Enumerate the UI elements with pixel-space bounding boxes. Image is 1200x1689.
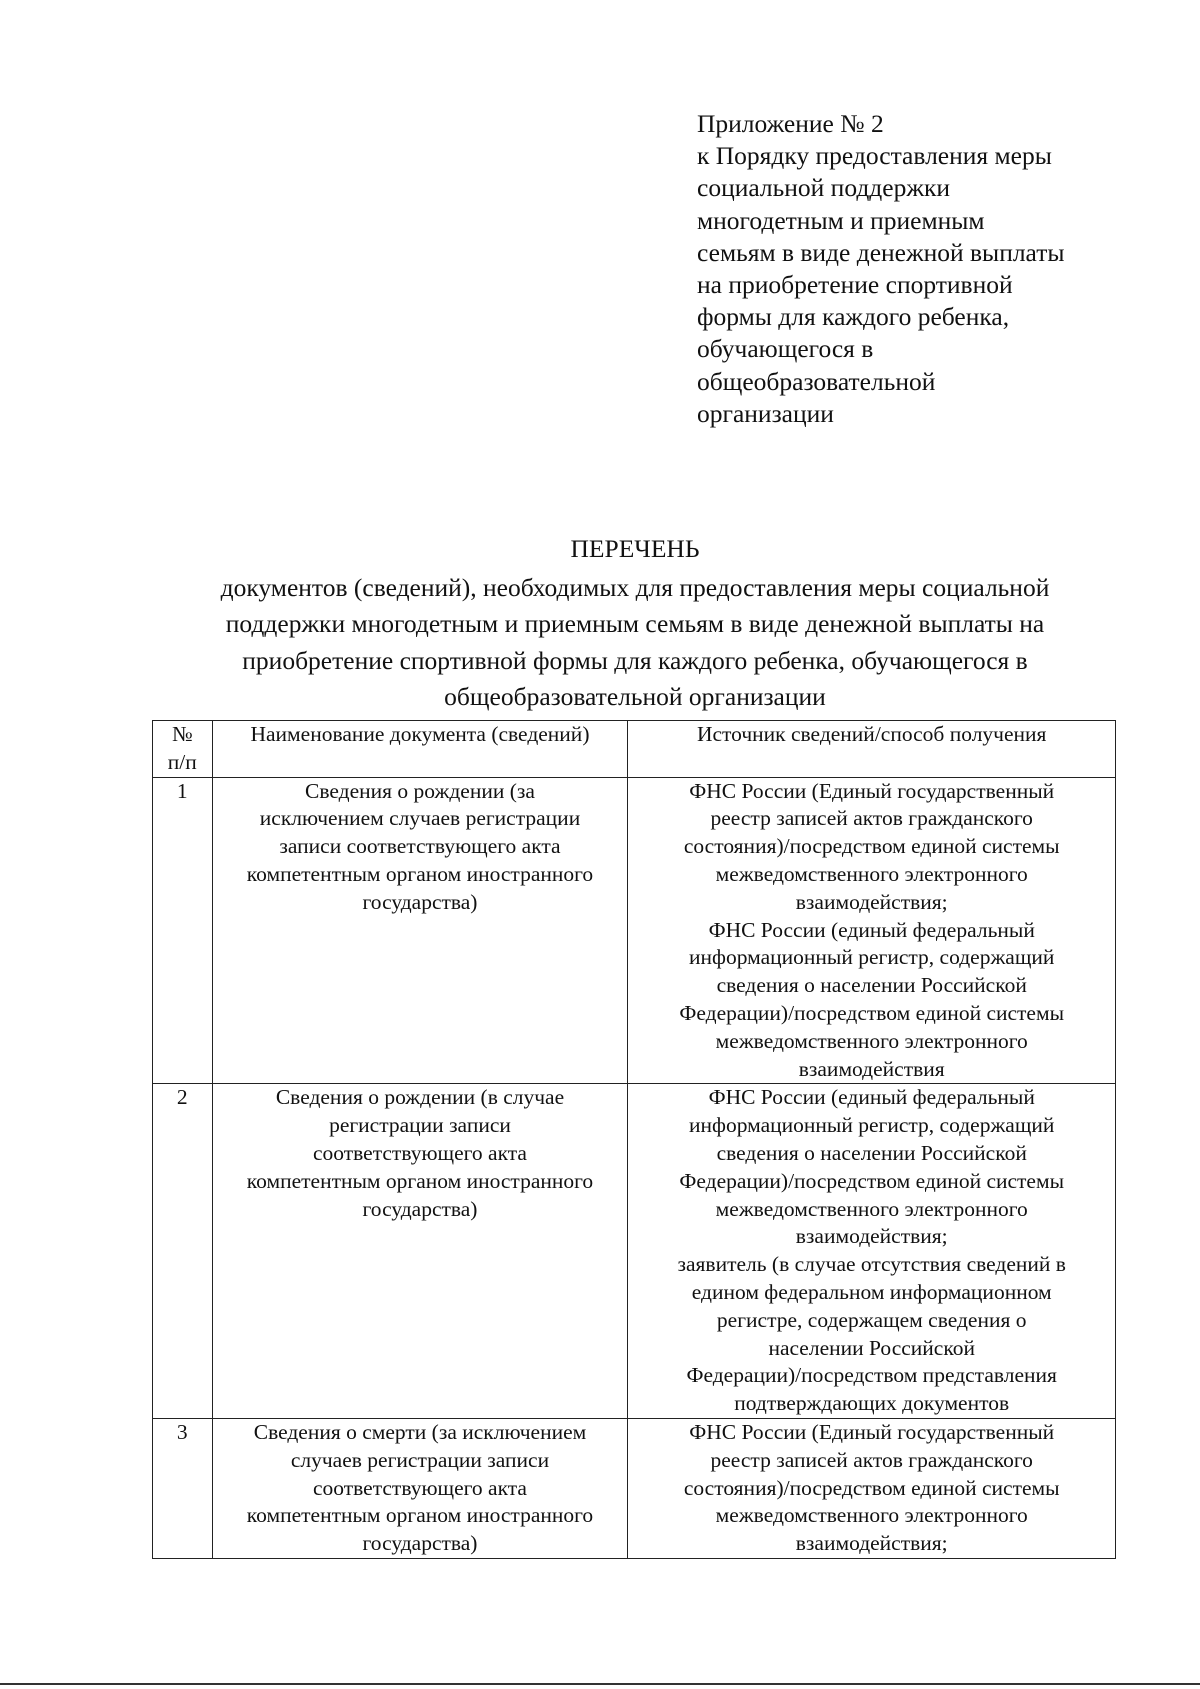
cell-line: Федерации)/посредством единой системы [679, 1168, 1065, 1193]
cell-line: межведомственного электронного [715, 1028, 1028, 1053]
row-source [628, 1418, 1116, 1558]
subtitle-line: документов (сведений), необходимых для предоставления меры социальной [220, 573, 1050, 602]
row-source [628, 1084, 1116, 1419]
row-document-name [212, 1084, 628, 1419]
table-row [153, 777, 1116, 1084]
cell-line: взаимодействия; [795, 889, 948, 914]
cell-line: записи соответствующего акта [279, 834, 561, 859]
cell-line: межведомственного электронного [715, 1503, 1028, 1528]
table-row [153, 1418, 1116, 1558]
appendix-line: организации [697, 398, 834, 428]
cell-line: Сведения о рождении (за [305, 778, 535, 803]
cell-line: едином федеральном информационном [691, 1279, 1052, 1304]
cell-line: сведения о населении Российской [716, 1140, 1027, 1165]
row-number [153, 1418, 213, 1558]
cell-line: государства) [362, 1196, 478, 1221]
row-number-text: 3 [176, 1419, 188, 1444]
header-number-line: п/п [167, 749, 197, 774]
subtitle-line: поддержки многодетным и приемным семьям в виде денежной выплаты на [225, 609, 1045, 639]
cell-line: компетентным органом иностранного [246, 1168, 594, 1193]
appendix-line: многодетным и приемным [697, 205, 985, 235]
cell-line: исключением случаев регистрации [259, 806, 581, 831]
cell-line: компетентным органом иностранного [246, 861, 594, 886]
header-source [628, 721, 1116, 778]
appendix-line: обучающегося в [697, 334, 874, 364]
subtitle-line: приобретение спортивной формы для каждого ребенка, обучающегося в [242, 645, 1028, 675]
cell-line: заявитель (в случае отсутствия сведений в [677, 1252, 1066, 1277]
cell-line: ФНС России (Единый государственный [689, 1419, 1055, 1444]
cell-line: населении Российской [768, 1335, 975, 1360]
cell-line: реестр записей актов гражданского [710, 806, 1033, 831]
cell-line: взаимодействия [798, 1056, 945, 1081]
cell-line: Сведения о рождении (в случае [275, 1085, 565, 1110]
appendix-line: к Порядку предоставления меры [697, 141, 1052, 171]
table-header-row [153, 721, 1116, 778]
appendix-line: социальной поддержки [697, 173, 951, 203]
header-number [153, 721, 213, 778]
subtitle-line: общеобразовательной организации [444, 681, 826, 711]
row-document-name [212, 777, 628, 1084]
cell-line: Сведения о смерти (за исключением [253, 1419, 587, 1444]
cell-line: случаев регистрации записи [290, 1447, 550, 1472]
appendix-line: формы для каждого ребенка, [697, 302, 1010, 332]
documents-table [152, 720, 1116, 1559]
header-number-line: № [172, 722, 193, 746]
cell-line: сведения о населении Российской [716, 973, 1027, 998]
header-source-text: Источник сведений/способ получения [696, 722, 1047, 746]
appendix-line: на приобретение спортивной [697, 270, 1013, 300]
row-number [153, 777, 213, 1084]
cell-line: соответствующего акта [313, 1140, 527, 1165]
cell-line: соответствующего акта [313, 1475, 527, 1500]
appendix-line: Приложение № 2 [697, 109, 884, 138]
cell-line: ФНС России (Единый государственный [689, 778, 1055, 803]
appendix-header [697, 108, 1127, 430]
cell-line: подтверждающих документов [734, 1391, 1010, 1416]
cell-line: информационный регистр, содержащий [689, 1113, 1055, 1138]
cell-line: государства) [362, 1531, 478, 1556]
cell-line: межведомственного электронного [715, 861, 1028, 886]
cell-line: взаимодействия; [795, 1531, 948, 1556]
cell-line: состояния)/посредством единой системы [683, 1475, 1060, 1500]
appendix-line: семьям в виде денежной выплаты [697, 237, 1065, 267]
cell-line: взаимодействия; [795, 1224, 948, 1249]
cell-line: регистре, содержащем сведения о [716, 1307, 1027, 1332]
row-document-name [212, 1418, 628, 1558]
row-source [628, 777, 1116, 1084]
cell-line: Федерации)/посредством представления [686, 1363, 1057, 1388]
row-number-text: 2 [176, 1085, 188, 1110]
document-title: ПЕРЕЧЕНЬ [570, 534, 700, 563]
cell-line: информационный регистр, содержащий [689, 945, 1055, 970]
cell-line: государства) [362, 889, 478, 914]
row-number-text: 1 [176, 778, 188, 803]
document-subtitle [0, 570, 1200, 715]
cell-line: регистрации записи [329, 1113, 511, 1138]
cell-line: Федерации)/посредством единой системы [679, 1000, 1065, 1025]
cell-line: ФНС России (единый федеральный [708, 917, 1035, 942]
cell-line: ФНС России (единый федеральный [708, 1085, 1035, 1110]
cell-line: состояния)/посредством единой системы [683, 834, 1060, 859]
row-number [153, 1084, 213, 1419]
appendix-line: общеобразовательной [697, 366, 936, 396]
header-document-name-text: Наименование документа (сведений) [250, 722, 590, 746]
table-row [153, 1084, 1116, 1419]
cell-line: межведомственного электронного [715, 1196, 1028, 1221]
cell-line: реестр записей актов гражданского [710, 1447, 1033, 1472]
header-document-name [212, 721, 628, 778]
page-bottom-rule [0, 1683, 1200, 1685]
cell-line: компетентным органом иностранного [246, 1503, 594, 1528]
